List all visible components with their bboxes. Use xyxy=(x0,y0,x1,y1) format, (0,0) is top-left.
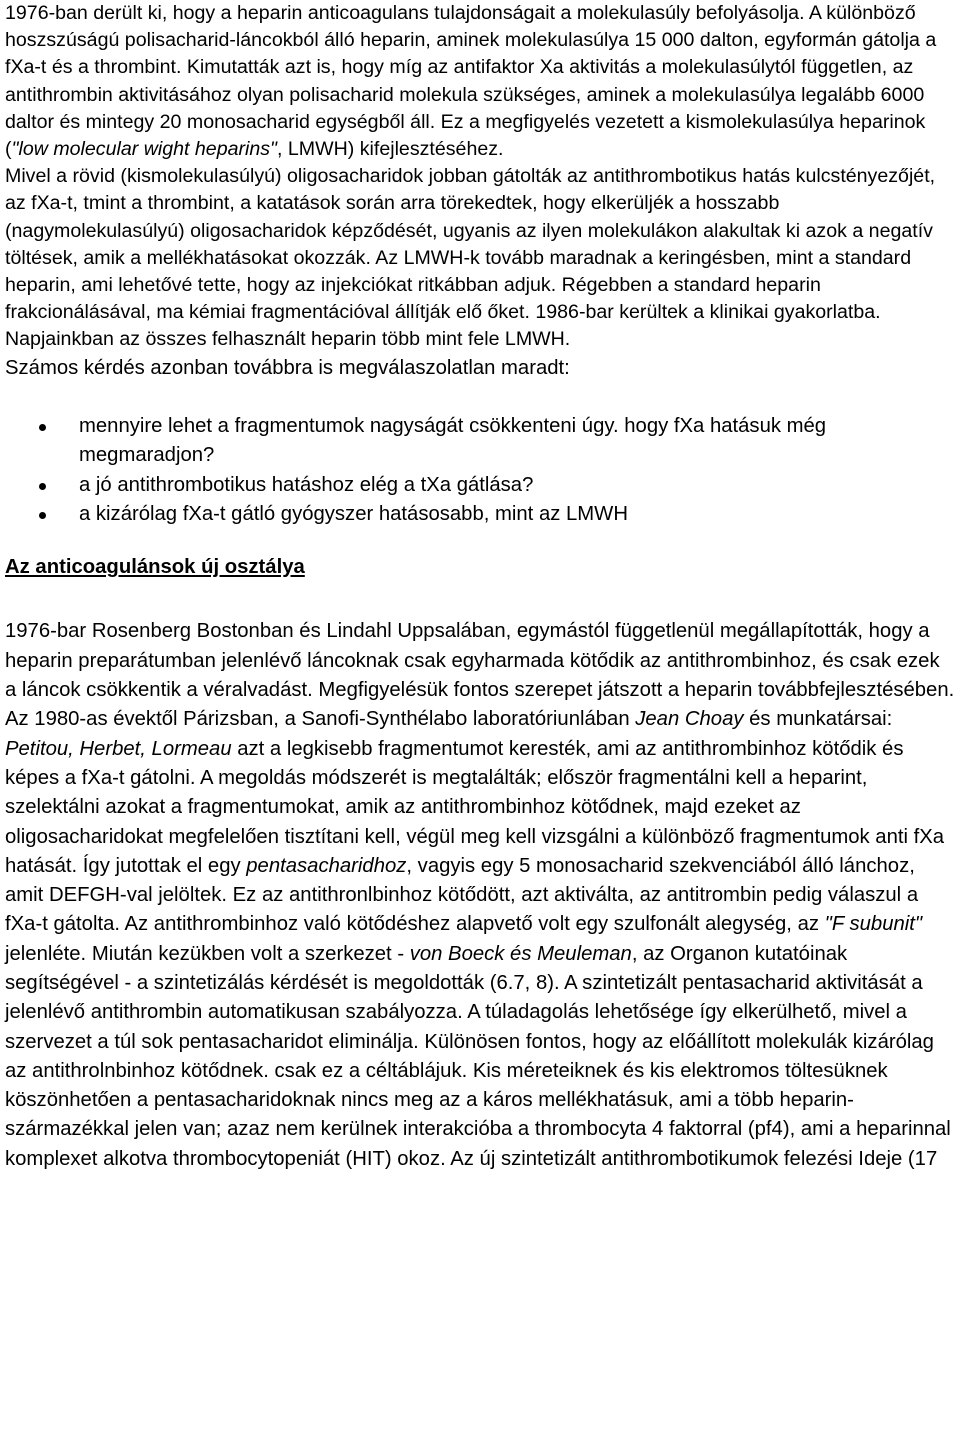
paragraph-new-anticoagulants xyxy=(5,617,956,1174)
list-item-text: a jó antithrombotikus hatáshoz elég a tXa gátlása? xyxy=(79,473,534,496)
p5-text-k: , az Organon kutatóinak segítségével - a szintetizálás kérdését is megoldották (6.7, 8). A szintetizált pentasacharid aktivitását a jelenlévő antithrombin automatikusan szabályozza. A túladagolás lehetősége így elkerülhető, mivel a szervezet a túl sok pentasacharidot eliminálja. Különösen fontos, hogy az előállított molekulák kizárólag az antithrolnbinhoz kötődnek. csak ez a céltáblájuk. Kis méreteiknek és kis elektromos töltesüknek köszönhetően a pentasacharidoknak nincs meg az a káros mellékhatásuk, ami a több heparin-származékkal jelen van; azaz nem kerülnek interakcióba a thrombocyta 4 faktorral (pf4), ami a heparinnal komplexet alkotva thrombocytopeniát (HIT) okoz. Az új szintetizált antithrombotikumok felezési Ideje (17 xyxy=(5,942,951,1170)
list-item xyxy=(5,471,956,500)
p5-italic-j: von Boeck és Meuleman xyxy=(409,942,632,965)
p5-text-c: és munkatársai: xyxy=(743,708,893,731)
paragraph-lmwh-discovery xyxy=(5,0,956,163)
paragraph-lmwh-italic: "low molecular wight heparins" xyxy=(11,138,278,161)
list-item-text: a kizárólag fXa-t gátló gyógyszer hatásosabb, mint az LMWH xyxy=(79,502,628,525)
p5-italic-b: Jean Choay xyxy=(635,708,744,731)
p5-text-a: 1976-bar Rosenberg Bostonban és Lindahl Uppsalában, egymástól függetlenül megállapították, hogy a heparin preparátumban jelenlévő láncoknak csak egyharmada kötődik az antithrombinhoz, és csak ezek a láncok csökkentik a véralvadást. Megfigyelésük fontos szerepet játszott a heparin továbbfejlesztésében. Az 1980-as évektől Párizsban, a Sanofi-Synthélabo laboratóriunlában xyxy=(5,620,955,731)
bullet-icon xyxy=(39,424,46,431)
paragraph-open-questions: Számos kérdés azonban továbbra is megválaszolatlan maradt: xyxy=(5,356,570,379)
p5-italic-f: pentasacharidhoz xyxy=(246,854,407,877)
question-list xyxy=(5,412,956,529)
p5-text-g: , vagyis egy 5 monosacharid szekvenciából álló lánchoz, amit DEFGH-val jelöltek. Ez az antithronlbinhoz kötődött, azt aktiválta, az antitrombin pedig válaszul a fXa-t gátolta. Az antithrombinhoz való kötődéshez alapvető volt egy szulfonált alegység, az xyxy=(5,854,919,936)
p5-text-e: azt a legkisebb fragmentumot keresték, ami az antithrombinhoz kötődik és képes a fXa-t gátolni. A megoldás módszerét is megtalálták; először fragmentálni kell a heparint, szelektálni azokat a fragmentumokat, amik az antithrombinhoz kötődnek, majd ezeket az oligosacharidokat megfelelően tisztítani kell, végül meg kell vizsgálni a különböző fragmentumok anti fXa hatását. Így jutottak el egy xyxy=(5,737,945,877)
list-item xyxy=(5,500,956,529)
list-item xyxy=(5,412,956,471)
paragraph-lmwh-end: , LMWH) kifejlesztéséhez. xyxy=(277,138,504,161)
p5-text-i: jelenléte. Miután kezükben volt a szerkezet - xyxy=(5,942,410,965)
p5-italic-d: Petitou, Herbet, Lormeau xyxy=(5,737,232,760)
list-item-text: mennyire lehet a fragmentumok nagyságát csökkenteni úgy. hogy fXa hatásuk még megmaradjon? xyxy=(79,414,827,467)
bullet-icon xyxy=(39,512,46,519)
paragraph-oligosaccharides: Mivel a rövid (kismolekulasúlyú) oligosacharidok jobban gátolták az antithrombotikus hatás kulcstényezőjét, az fXa-t, tmint a thrombint, a katatások során arra törekedtek, hogy elkerüljék a hosszabb (nagymolekulasúlyú) oligosacharidok képződését, ugyanis az ilyen molekulákon alakultak ki azok a negatív töltések, amik a mellékhatásokat okozzák. Az LMWH-k tovább maradnak a keringésben, mint a standard heparin, ami lehetővé tette, hogy az injekciókat ritkábban adjuk. Régebben a standard heparin frakcionálásával, ma kémiai fragmentációval állítják elő őket. 1986-bar kerültek a klinikai gyakorlatba. Napjainkban az összes felhasznált heparin több mint fele LMWH. xyxy=(5,165,936,351)
p5-italic-h: "F subunit" xyxy=(824,913,923,936)
paragraph-lmwh-text: 1976-ban derült ki, hogy a heparin anticoagulans tulajdonságait a molekulasúly befolyásolja. A különböző hoszszúságú polisacharid-láncokból álló heparin, aminek molekulasúlya 15 000 dalton, egyformán gátolja a fXa-t és a thrombint. Kimutatták azt is, hogy míg az antifaktor Xa aktivitás a molekulasúlytól független, az antithrombin aktivitásához olyan polisacharid molekula szükséges, aminek a molekulasúlya legalább 6000 daltor és mintegy 20 monosacharid egységből áll. Ez a megfigyelés vezetett a kismolekulasúlya heparinok ( xyxy=(5,2,937,161)
section-heading: Az anticoagulánsok új osztálya xyxy=(5,556,305,579)
bullet-icon xyxy=(39,483,46,490)
